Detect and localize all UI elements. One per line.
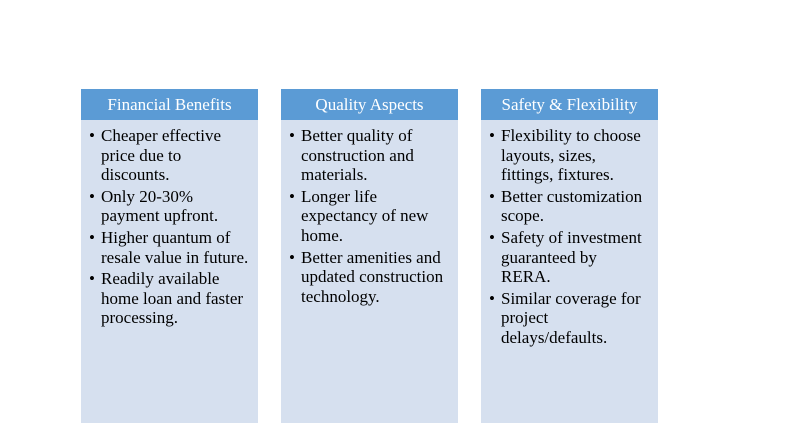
column-quality-aspects: [281, 89, 458, 423]
bullet-icon: •: [89, 269, 95, 289]
list-item: [89, 228, 250, 267]
list-item-text: Only 20-30% payment upfront.: [101, 186, 219, 226]
list-item: [489, 187, 650, 226]
list-item-text: Cheaper effective price due to discounts.: [101, 126, 222, 185]
list-item: [289, 248, 450, 307]
column-safety-flexibility: [481, 89, 658, 423]
list-item-text: Better quality of construction and materials.: [301, 126, 414, 185]
bullet-icon: •: [89, 126, 95, 145]
list-item-text: Similar coverage for project delays/defaults.: [501, 288, 641, 347]
bullet-icon: •: [489, 227, 495, 247]
bullet-list: [481, 120, 658, 348]
list-item-text: Higher quantum of resale value in future.: [101, 227, 249, 267]
bullet-icon: •: [489, 288, 495, 308]
column-header: Quality Aspects: [281, 89, 458, 120]
column-header: Financial Benefits: [81, 89, 258, 120]
list-item-text: Better amenities and updated construction technology.: [301, 247, 444, 306]
list-item-text: Flexibility to choose layouts, sizes, fittings, fixtures.: [501, 126, 641, 185]
bullet-icon: •: [289, 247, 295, 267]
column-financial-benefits: [81, 89, 258, 423]
list-item-text: Readily available home loan and faster processing.: [101, 269, 244, 328]
column-header: Safety & Flexibility: [481, 89, 658, 120]
bullet-icon: •: [89, 227, 95, 247]
bullet-icon: •: [489, 126, 495, 145]
list-item-text: Longer life expectancy of new home.: [301, 186, 429, 245]
list-item-text: Safety of investment guaranteed by RERA.: [501, 227, 642, 287]
list-item: [89, 187, 250, 226]
bullet-list: [81, 120, 258, 328]
bullet-icon: •: [489, 186, 495, 206]
bullet-icon: •: [289, 186, 295, 206]
list-item: [489, 126, 650, 185]
list-item-text: Better customization scope.: [501, 186, 643, 226]
bullet-list: [281, 120, 458, 306]
list-item: [289, 187, 450, 246]
bullet-icon: •: [289, 126, 295, 145]
bullet-icon: •: [89, 186, 95, 206]
list-item: [89, 126, 250, 185]
list-item: [489, 228, 650, 287]
list-item: [89, 269, 250, 328]
list-item: [489, 289, 650, 348]
list-item: [289, 126, 450, 185]
